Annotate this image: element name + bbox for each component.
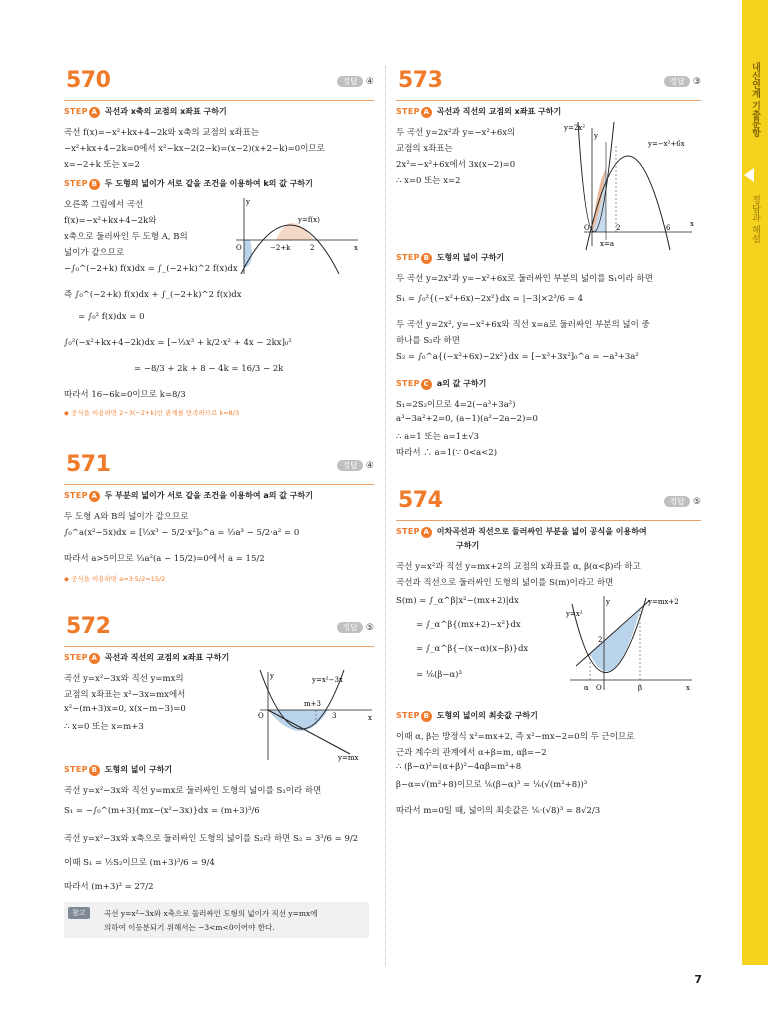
step-tag: STEP xyxy=(64,491,88,500)
step-letter: A xyxy=(421,107,432,118)
text-line: 이때 α, β는 방정식 x²=mx+2, 즉 x²−mx−2=0의 두 근이므로 xyxy=(396,732,635,742)
step-tag: STEP xyxy=(64,653,88,662)
text-line: 2x²=−x²+6x에서 3x(x−2)=0 xyxy=(396,160,516,170)
graph-570 xyxy=(236,194,366,274)
x-label: x xyxy=(686,684,690,692)
step-a-heading xyxy=(64,106,227,118)
problem-header xyxy=(396,66,701,101)
step-tag: STEP xyxy=(396,527,420,536)
curve-label: y=2x² xyxy=(564,124,586,132)
step-b-heading xyxy=(64,178,313,190)
text-line: 따라서 16−6k=0이므로 k=8/3 xyxy=(64,390,186,400)
equation-line: ∫₀²(−x²+kx+4−2k)dx = [−⅓x³ + k/2·x² + 4x − 2kx]₀² xyxy=(64,338,292,348)
step-letter: A xyxy=(89,653,100,664)
answer-value: ⑤ xyxy=(365,623,374,633)
equation-line: β−α=√(m²+8)이므로 ⅙(β−α)³ = ⅙(√(m²+8))³ xyxy=(396,780,588,790)
step-tag: STEP xyxy=(396,107,420,116)
text-line: ∴ x=0 또는 x=2 xyxy=(396,176,461,186)
line-label: y=mx+2 xyxy=(648,598,679,606)
step-letter: A xyxy=(89,491,100,502)
line-label: x=a xyxy=(600,240,614,248)
step-tag: STEP xyxy=(396,711,420,720)
text-line: 곡선 f(x)=−x²+kx+4−2k와 x축의 교점의 x좌표는 xyxy=(64,128,260,138)
step-letter: C xyxy=(421,379,432,390)
equation-line: 따라서 m=0일 때, 넓이의 최솟값은 ⅙·(√8)³ = 8√2/3 xyxy=(396,806,601,816)
problem-573 xyxy=(396,66,701,458)
step-title: 곡선과 직선의 교점의 x좌표 구하기 xyxy=(436,107,562,116)
tick-label: 6 xyxy=(666,224,671,232)
x-label: x xyxy=(690,220,694,228)
curve-label: y=f(x) xyxy=(298,216,320,224)
answer-badge xyxy=(337,622,374,633)
equation-line: S₁ = −∫₀^(m+3){mx−(x²−3x)}dx = (m+3)³/6 xyxy=(64,806,260,816)
graph-574 xyxy=(566,594,696,698)
problem-number: 570 xyxy=(66,68,111,93)
step-title: 곡선과 직선의 교점의 x좌표 구하기 xyxy=(104,653,230,662)
equation-line: = ∫_α^β{(mx+2)−x²}dx xyxy=(416,620,521,630)
answer-label: 정답 xyxy=(664,496,689,507)
y-label: y xyxy=(246,198,250,206)
step-title: 이차곡선과 직선으로 둘러싸인 부분을 넓이 공식을 이용하여 xyxy=(436,527,647,536)
step-tag: STEP xyxy=(396,253,420,262)
equation-line: = ∫₀² f(x)dx = 0 xyxy=(78,312,145,322)
y-label: y xyxy=(270,672,274,680)
answer-label: 정답 xyxy=(337,76,362,87)
equation-line: ∫₀^a(x²−5x)dx = [⅓x³ − 5/2·x²]₀^a = ⅓a³ − 5/2·a² = 0 xyxy=(64,528,300,538)
answer-label: 정답 xyxy=(337,460,362,471)
text-line: 곡선 y=x²과 직선 y=mx+2의 교점의 x좌표를 α, β(α<β)라 하고 xyxy=(396,562,641,572)
step-letter: B xyxy=(421,253,432,264)
column-divider xyxy=(385,66,386,966)
problem-header xyxy=(396,486,701,521)
tick-label: 3 xyxy=(332,712,337,720)
step-title: 곡선과 x축의 교점의 x좌표 구하기 xyxy=(104,107,227,116)
tab-arrow-icon xyxy=(744,168,754,182)
text-line: 교점의 x좌표는 x²−3x=mx에서 xyxy=(64,690,186,700)
text-line: 두 곡선 y=2x²과 y=−x²+6x의 xyxy=(396,128,516,138)
region-a xyxy=(244,240,252,268)
step-tag: STEP xyxy=(64,107,88,116)
y-label: y xyxy=(606,598,610,606)
line-label: y=mx xyxy=(338,754,359,762)
problem-number: 572 xyxy=(66,614,111,639)
step-a-heading xyxy=(64,490,313,502)
y-label: y xyxy=(594,132,598,140)
equation-line: = ⅙(β−α)³ xyxy=(416,670,462,680)
x-label: x xyxy=(354,244,358,252)
text-line: 곡선 y=x²−3x와 직선 y=mx의 xyxy=(64,674,184,684)
step-title: 두 부분의 넓이가 서로 같을 조건을 이용하여 a의 값 구하기 xyxy=(104,491,313,500)
text-line: a³−3a²+2=0, (a−1)(a²−2a−2)=0 xyxy=(396,414,538,424)
step-tag: STEP xyxy=(396,379,420,388)
shaded-region xyxy=(268,710,328,731)
step-letter: A xyxy=(421,527,432,538)
problem-571 xyxy=(64,450,374,583)
side-tab-bottom-text: 정답과 해설 xyxy=(750,195,760,243)
text-line: 곡선과 직선으로 둘러싸인 도형의 넓이를 S(m)이라고 하면 xyxy=(396,578,614,588)
problem-574 xyxy=(396,486,701,816)
step-letter: B xyxy=(89,179,100,190)
tick-label: 2 xyxy=(310,244,315,252)
equation-line: 곡선 y=x²−3x와 x축으로 둘러싸인 도형의 넓이를 S₂라 하면 S₂ = 3³/6 = 9/2 xyxy=(64,834,359,844)
answer-value: ③ xyxy=(692,77,701,87)
step-b-heading xyxy=(396,710,538,722)
beta-label: β xyxy=(638,684,643,692)
text-line: x축으로 둘러싸인 두 도형 A, B의 xyxy=(64,232,188,242)
step-b-heading xyxy=(64,764,172,776)
origin-label: O xyxy=(236,244,242,252)
text-line: 교점의 x좌표는 xyxy=(396,144,453,154)
step-title: a의 값 구하기 xyxy=(436,379,487,388)
text-line: ∴ x=0 또는 x=m+3 xyxy=(64,722,144,732)
problem-570 xyxy=(64,66,374,417)
step-a-heading xyxy=(396,526,647,538)
curve-label: y=x²−3x xyxy=(312,676,343,684)
side-tab-top-text: 내신연계 기출문항 xyxy=(750,62,760,138)
equation-line: 이때 S₁ = ½S₂이므로 (m+3)³/6 = 9/4 xyxy=(64,858,215,868)
step-tag: STEP xyxy=(64,765,88,774)
reference-text: 의하여 이등분되기 위해서는 −3<m<0이어야 한다. xyxy=(104,923,275,932)
text-line: −x²+kx+4−2k=0에서 x²−kx−2(2−k)=(x−2)(x+2−k)=0이므로 xyxy=(64,144,325,154)
page-number: 7 xyxy=(694,973,702,986)
problem-header xyxy=(64,450,374,485)
equation-line: 즉 ∫₀^(−2+k) f(x)dx + ∫_(−2+k)^2 f(x)dx xyxy=(64,290,242,300)
reference-box xyxy=(64,902,369,938)
text-line: 두 도형 A와 B의 넓이가 같으므로 xyxy=(64,512,189,522)
text-line: x²−(m+3)x=0, x(x−m−3)=0 xyxy=(64,704,186,714)
graph-573 xyxy=(564,122,696,250)
step-title: 도형의 넓이 구하기 xyxy=(104,765,173,774)
tick-label: 2 xyxy=(616,224,621,232)
answer-badge xyxy=(664,496,701,507)
answer-value: ④ xyxy=(365,461,374,471)
step-a-heading xyxy=(396,106,561,118)
text-line: 오른쪽 그림에서 곡선 xyxy=(64,200,144,210)
step-title: 두 도형의 넓이가 서로 같을 조건을 이용하여 k의 값 구하기 xyxy=(104,179,313,188)
tick-label: m+3 xyxy=(304,700,321,708)
equation-line: S(m) = ∫_α^β|x²−(mx+2)|dx xyxy=(396,596,519,606)
tick-label: −2+k xyxy=(270,244,291,252)
step-title: 도형의 넓이 구하기 xyxy=(436,253,505,262)
answer-badge xyxy=(337,460,374,471)
step-a-heading xyxy=(64,652,229,664)
answer-badge xyxy=(664,76,701,87)
step-c-heading xyxy=(396,378,486,390)
step-a-heading-cont: 구하기 xyxy=(456,541,480,550)
answer-value: ⑤ xyxy=(692,497,701,507)
equation-line: = ∫_α^β{−(x−α)(x−β)}dx xyxy=(416,644,529,654)
problem-572 xyxy=(64,612,374,932)
step-letter: A xyxy=(89,107,100,118)
text-line: 두 곡선 y=2x², y=−x²+6x와 직선 x=a로 둘러싸인 부분의 넓이 중 xyxy=(396,320,650,330)
answer-value: ④ xyxy=(365,77,374,87)
step-letter: B xyxy=(89,765,100,776)
step-b-heading xyxy=(396,252,504,264)
text-line: f(x)=−x²+kx+4−2k와 xyxy=(64,216,157,226)
origin-label: O xyxy=(258,712,264,720)
text-line: ∴ a=1 또는 a=1±√3 xyxy=(396,432,480,442)
problem-number: 571 xyxy=(66,452,111,477)
side-tab xyxy=(742,0,768,965)
equation-line: −∫₀^(−2+k) f(x)dx = ∫_(−2+k)^2 f(x)dx xyxy=(64,264,238,274)
text-line: ∴ (β−α)²=(α+β)²−4αβ=m²+8 xyxy=(396,762,522,772)
equation-line: S₂ = ∫₀^a{(−x²+6x)−2x²}dx = [−x³+3x²]₀^a = −a³+3a² xyxy=(396,352,639,362)
answer-label: 정답 xyxy=(337,622,362,633)
equation-line: 따라서 (m+3)³ = 27/2 xyxy=(64,882,154,892)
hint-note: ◆ 공식을 이용하면 a=3·5/2=15/2 xyxy=(64,575,166,583)
problem-header xyxy=(64,66,374,101)
reference-text: 곡선 y=x²−3x와 x축으로 둘러싸인 도형의 넓이가 직선 y=mx에 xyxy=(104,909,318,918)
text-line: 따라서 ∴ a=1(∵ 0<a<2) xyxy=(396,448,498,458)
text-line: 두 곡선 y=2x²과 y=−x²+6x로 둘러싸인 부분의 넓이를 S₁이라 하면 xyxy=(396,274,653,284)
answer-badge xyxy=(337,76,374,87)
equation-line: 따라서 a>5이므로 ⅓a²(a − 15/2)=0에서 a = 15/2 xyxy=(64,554,265,564)
origin-label: O xyxy=(584,224,590,232)
text-line: S₁=2S₂이므로 4=2(−a³+3a²) xyxy=(396,400,516,410)
curve-neg-x2-6x xyxy=(586,156,670,250)
problem-header xyxy=(64,612,374,647)
curve-label: y=−x²+6x xyxy=(648,140,685,148)
origin-label: O xyxy=(596,684,602,692)
graph-572 xyxy=(254,670,374,762)
problem-number: 574 xyxy=(398,488,443,513)
curve-label: y=x² xyxy=(566,610,583,618)
hint-note: ◆ 공식을 이용하면 2−3(−2+k)인 관계를 만족하므로 k=8/3 xyxy=(64,409,240,417)
text-line: 곡선 y=x²−3x와 직선 y=mx로 둘러싸인 도형의 넓이를 S₁이라 하면 xyxy=(64,786,322,796)
x-label: x xyxy=(368,714,372,722)
text-line: 하나를 S₂라 하면 xyxy=(396,336,460,346)
reference-label: 참고 xyxy=(68,907,90,919)
answer-label: 정답 xyxy=(664,76,689,87)
equation-line: = −8/3 + 2k + 8 − 4k = 16/3 − 2k xyxy=(134,364,284,374)
step-tag: STEP xyxy=(64,179,88,188)
equation-line: S₁ = ∫₀²{(−x²+6x)−2x²}dx = |−3|×2³/6 = 4 xyxy=(396,294,583,304)
problem-number: 573 xyxy=(398,68,443,93)
step-title: 도형의 넓이의 최솟값 구하기 xyxy=(436,711,538,720)
step-letter: B xyxy=(421,711,432,722)
text-line: 넓이가 같으므로 xyxy=(64,248,125,258)
alpha-label: α xyxy=(584,684,589,692)
text-line: 근과 계수의 관계에서 α+β=m, αβ=−2 xyxy=(396,748,547,758)
text-line: x=−2+k 또는 x=2 xyxy=(64,160,140,170)
tick-label: 2 xyxy=(598,636,603,644)
